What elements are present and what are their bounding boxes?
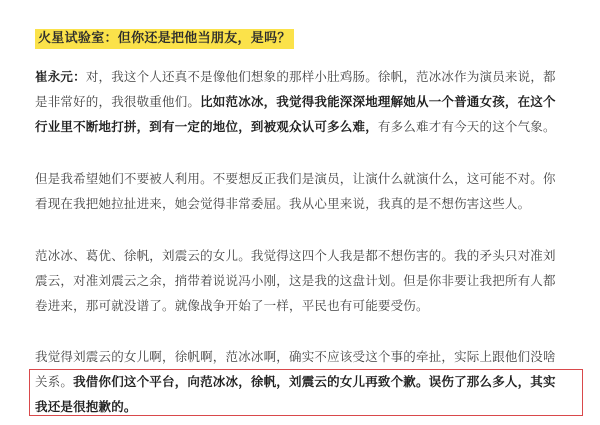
paragraph-4	[35, 344, 575, 419]
paragraph-4-line-1: 我觉得刘震云的女儿啊，徐帆啊，范冰冰啊，确实不应该受这个事的牵扯，实际上跟他们没啥	[35, 349, 556, 364]
speaker-label: 崔永元：	[35, 69, 86, 84]
paragraph-1-text-a: 对，我这个人还真不是像他们想象的那样小肚鸡肠。徐帆，范冰冰作为演员来说，都	[85, 69, 556, 84]
paragraph-1-bold-b: 行业里不断地打拼，到有一定的地位，到被观众认可多么难，	[35, 119, 378, 134]
paragraph-3	[35, 243, 575, 318]
apology-bold-a: 我借你们这个平台，向范冰冰，徐帆，刘震云的女儿再致个歉。误伤了那么多人，其实	[73, 374, 556, 389]
paragraph-1-line-3	[35, 114, 575, 139]
highlighted-question-title: 火星试验室：但你还是把他当朋友，是吗？	[35, 29, 294, 49]
paragraph-2-line-2: 看现在我把她拉扯进来，她会觉得非常委屈。我从心里来说，我真的是不想伤害这些人。	[35, 196, 531, 211]
paragraph-1-bold-a: 比如范冰冰，我觉得我能深深地理解她从一个普通女孩，在这个	[200, 94, 556, 109]
paragraph-1	[35, 64, 575, 139]
paragraph-2-line-1: 但是我希望她们不要被人利用。不要想反正我们是演员，让演什么就演什么，这可能不对。你	[35, 171, 556, 186]
paragraph-3-line-1: 范冰冰、葛优、徐帆，刘震云的女儿。我觉得这四个人我是都不想伤害的。我的矛头只对准刘	[35, 248, 556, 263]
paragraph-4-line-3	[35, 394, 575, 419]
heading-row	[35, 27, 294, 47]
paragraph-1-line-2	[35, 89, 575, 114]
paragraph-4-line-2	[35, 369, 575, 394]
paragraph-4-text-a: 关系。	[35, 374, 74, 389]
paragraph-2	[35, 166, 575, 216]
paragraph-1-text-c: 有多么难才有今天的这个气象。	[377, 119, 556, 134]
paragraph-3-line-2: 震云，对准刘震云之余，捎带着说说冯小刚，这是我的这盘计划。但是你非要让我把所有人都	[35, 273, 556, 288]
paragraph-3-line-3: 卷进来，那可就没谱了。就像战争开始了一样，平民也有可能要受伤。	[35, 298, 429, 313]
paragraph-1-text-b: 是非常好的，我很敬重他们。	[35, 94, 201, 109]
paragraph-1-line-1	[35, 64, 575, 89]
apology-bold-b: 我还是很抱歉的。	[35, 399, 137, 414]
